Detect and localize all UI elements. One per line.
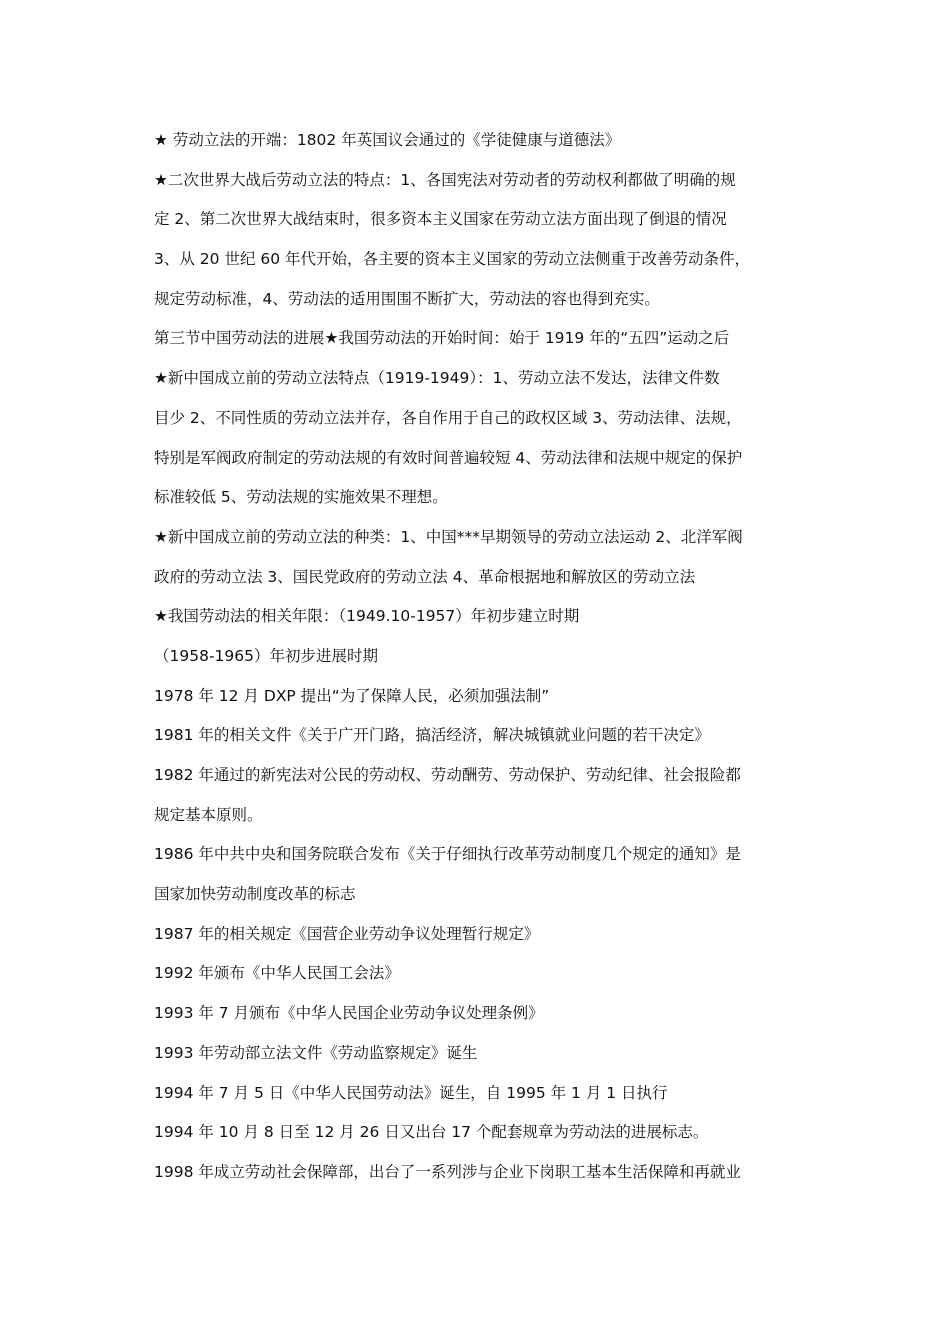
text-line: 1987 年的相关规定《国营企业劳动争议处理暂行规定》 <box>154 924 540 943</box>
text-line: 1986 年中共中央和国务院联合发布《关于仔细执行改革劳动制度几个规定的通知》是 <box>154 845 741 864</box>
text-line: 1981 年的相关文件《关于广开门路，搞活经济，解决城镇就业问题的若干决定》 <box>154 726 710 745</box>
text-line: 1998 年成立劳动社会保障部，出台了一系列涉与企业下岗职工基本生活保障和再就业 <box>154 1162 741 1181</box>
text-line: 定 2、第二次世界大战结束时，很多资本主义国家在劳动立法方面出现了倒退的情况 <box>154 210 727 229</box>
text-line: 规定基本原则。 <box>154 805 263 824</box>
text-line: 1982 年通过的新宪法对公民的劳动权、劳动酬劳、劳动保护、劳动纪律、社会报险都 <box>154 766 741 784</box>
text-line: 1994 年 7 月 5 日《中华人民国劳动法》诞生，自 1995 年 1 月 1 日执行 <box>154 1083 668 1102</box>
text-line: 政府的劳动立法 3、国民党政府的劳动立法 4、革命根据地和解放区的劳动立法 <box>154 567 696 586</box>
text-line: ★二次世界大战后劳动立法的特点：1、各国宪法对劳动者的劳动权利都做了明确的规 <box>154 170 736 189</box>
text-line: 1993 年劳动部立法文件《劳动监察规定》诞生 <box>154 1043 478 1062</box>
text-line: 标准较低 5、劳动法规的实施效果不理想。 <box>154 488 448 507</box>
text-line: ★我国劳动法的相关年限：（1949.10-1957）年初步建立时期 <box>154 607 580 626</box>
text-line: 1978 年 12 月 DXP 提出“为了保障人民，必须加强法制” <box>154 686 550 705</box>
text-line: 1992 年颁布《中华人民国工会法》 <box>154 964 400 983</box>
text-line: 第三节中国劳动法的进展★我国劳动法的开始时间：始于 1919 年的“五四”运动之后 <box>154 329 730 348</box>
text-line: 目少 2、不同性质的劳动立法并存，各自作用于自己的政权区域 3、劳动法律、法规， <box>154 408 742 427</box>
text-line: ★ 劳动立法的开端：1802 年英国议会通过的《学徒健康与道德法》 <box>154 131 621 149</box>
text-line: 国家加快劳动制度改革的标志 <box>154 885 356 904</box>
text-line: 3、从 20 世纪 60 年代开始，各主要的资本主义国家的劳动立法侧重于改善劳动条件， <box>154 250 751 269</box>
text-line: 1994 年 10 月 8 日至 12 月 26 日又出台 17 个配套规章为劳动法的进展标志。 <box>154 1123 709 1142</box>
text-line: 特别是军阀政府制定的劳动法规的有效时间普遍较短 4、劳动法律和法规中规定的保护 <box>154 448 743 467</box>
text-line: 1993 年 7 月颁布《中华人民国企业劳动争议处理条例》 <box>154 1004 544 1023</box>
text-line: ★新中国成立前的劳动立法的种类：1、中国***早期领导的劳动立法运动 2、北洋军阀 <box>154 527 743 546</box>
text-line: 规定劳动标准，4、劳动法的适用围围不断扩大，劳动法的容也得到充实。 <box>154 289 660 308</box>
text-line: ★新中国成立前的劳动立法特点（1919-1949）：1、劳动立法不发达，法律文件数 <box>154 369 720 388</box>
document-body <box>154 121 804 1193</box>
text-line: （1958-1965）年初步进展时期 <box>154 646 378 665</box>
